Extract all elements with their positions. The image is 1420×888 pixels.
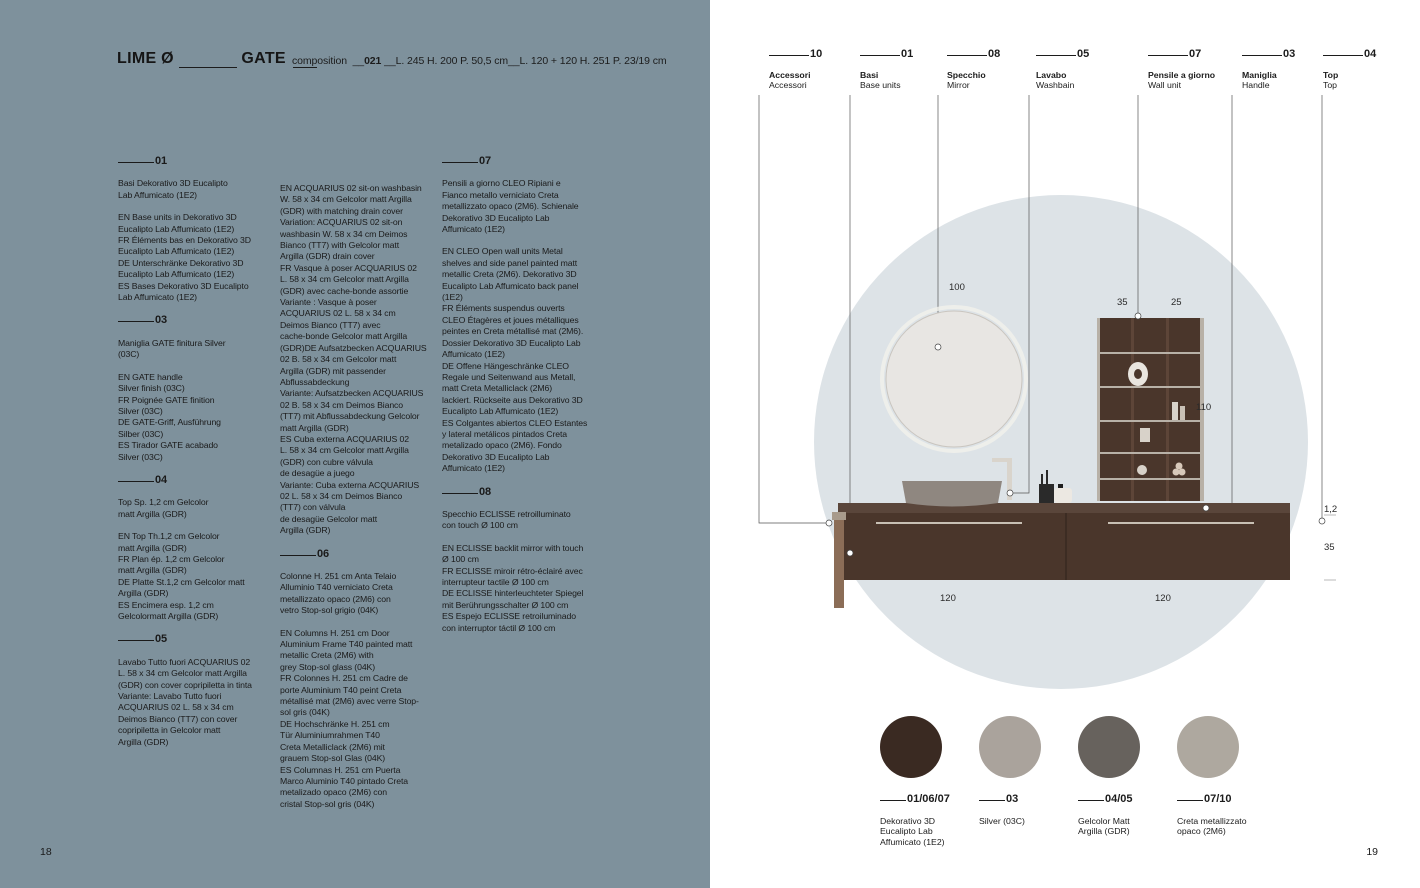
swatch-creta	[1177, 716, 1239, 778]
spec-text-it: Specchio ECLISSE retroilluminato con touch Ø 100 cm	[442, 508, 571, 531]
mirror	[886, 311, 1022, 447]
spec-text-translations: EN CLEO Open wall units Metal shelves and side panel painted matt metallic Creta (2M6). Dekorativo 3D Eucalipto Lab Affumicato back panel (1E2) FR Éléments suspendus ouverts CLEO Étagères et joues métalliques peintes en Creta métallisé mat (2M6). Dossier Dekorativo 3D Eucalipto Lab Affumicato (1E2) DE Offene Hängeschränke CLEO Regale und Seitenwand aus Metall, matt Creta Metalliclack (2M6) lackiert. Rückseite aus Dekorativo 3D Eucalipto Lab Affumicato (1E2) ES Colgantes abiertos CLEO Estantes y lateral metálicos pintados Creta metalizado opaco (2M6). Fondo Dekorativo 3D Eucalipto Lab Affumicato (1E2)	[442, 246, 588, 474]
swatch-label-argilla	[1078, 794, 1173, 837]
callout-label-en: Top	[1323, 80, 1338, 90]
spec-text-translations: EN ECLISSE backlit mirror with touch Ø 100 cm FR ECLISSE miroir rétro-éclairé avec interrupteur tactile Ø 100 cm DE ECLISSE hinterleuchteter Spiegel mit Berührungsschalter Ø 100 cm ES Espejo ECLISSE retroiluminado con interruptor táctil Ø 100 cm	[442, 542, 584, 633]
composition-label: composition	[292, 55, 347, 67]
spec-text-it: Colonne H. 251 cm Anta Telaio Alluminio T40 verniciato Creta metallizzato opaco (2M6) con vetro Stop-sol grigio (04K)	[280, 571, 397, 616]
composition-text: __L. 245 H. 200 P. 50,5 cm__L. 120 + 120 H. 251 P. 23/19 cm	[384, 55, 667, 67]
callout-label-en: Base units	[860, 80, 901, 90]
dim-wall-unit-height: 110	[1196, 402, 1212, 413]
swatch-number: 01/06/07	[907, 793, 950, 805]
spec-section-03	[118, 315, 266, 462]
callout-label-it: Lavabo	[1036, 69, 1067, 80]
callout-label-en: Mirror	[947, 80, 970, 90]
spec-text-it: Maniglia GATE finitura Silver (03C)	[118, 337, 226, 360]
callout-accessori	[769, 49, 822, 91]
section-number: 01	[155, 155, 168, 167]
callout-top	[1323, 49, 1376, 91]
callout-label-en: Wall unit	[1148, 80, 1181, 90]
spec-column-1	[118, 156, 266, 760]
spec-text-translations: EN ACQUARIUS 02 sit-on washbasin W. 58 x 34 cm Gelcolor matt Argilla (GDR) with matching drain cover Variation: ACQUARIUS 02 sit-on washbasin W. 58 x 34 cm Deimos Bianco (TT7) with Gelcolor matt Argilla (GDR) drain cover FR Vasque à poser ACQUARIUS 02 L. 58 x 34 cm Gelcolor matt Argilla (GDR) avec cache-bonde assortie Variante : Vasque à poser ACQUARIUS 02 L. 58 x 34 cm Deimos Bianco (TT7) avec cache-bonde Gelcolor matt Argilla (GDR)DE Aufsatzbecken ACQUARIUS 02 B. 58 x 34 cm Gelcolor matt Argilla (GDR) mit passender Abflussabdeckung Variante: Aufsatzbecken ACQUARIUS 02 B. 58 x 34 cm Deimos Bianco (TT7) mit Abflussabdeckung Gelcolor matt Argilla (GDR) ES Cuba externa ACQUARIUS 02 L. 58 x 34 cm Gelcolor matt Argilla (GDR) con cubre válvula de desagüe a juego Variante: Cuba externa ACQUARIUS 02 L. 58 x 34 cm Deimos Bianco (TT7) con válvula de desagüe Gelcolor matt Argilla (GDR)	[280, 183, 427, 536]
callout-label-it: Specchio	[947, 69, 986, 80]
callout-label-it: Pensile a giorno	[1148, 69, 1216, 80]
callout-number: 07	[1189, 48, 1202, 60]
spec-section-08	[442, 487, 594, 634]
swatch-number: 03	[1006, 793, 1019, 805]
dim-wall-unit-right: 25	[1171, 297, 1182, 308]
swatch-silver	[979, 716, 1041, 778]
spec-column-2	[280, 156, 428, 822]
callout-lavabo	[1036, 49, 1089, 91]
brand-name-right: GATE	[241, 50, 286, 67]
dim-mirror: 100	[949, 282, 965, 293]
callout-label-en: Accessori	[769, 80, 807, 90]
spec-section-07	[442, 156, 594, 475]
callout-maniglia	[1242, 49, 1295, 91]
dim-base-height: 35	[1324, 542, 1335, 553]
composition-line: composition __021 __L. 245 H. 200 P. 50,5 cm__L. 120 + 120 H. 251 P. 23/19 cm	[292, 55, 667, 67]
spec-text-translations: EN GATE handle Silver finish (03C) FR Poignée GATE finition Silver (03C) DE GATE-Griff, Ausführung Silber (03C) ES Tirador GATE acabado Silver (03C)	[118, 371, 221, 462]
callout-label-it: Basi	[860, 69, 879, 80]
spec-text-translations: EN Top Th.1,2 cm Gelcolor matt Argilla (GDR) FR Plan ép. 1,2 cm Gelcolor matt Argilla (GDR) DE Platte St.1,2 cm Gelcolor matt Argilla (GDR) ES Encimera esp. 1,2 cm Gelcolormatt Argilla (GDR)	[118, 531, 245, 621]
right-page	[710, 0, 1420, 888]
wall-unit	[1097, 318, 1204, 501]
spec-section-05-translations	[280, 183, 428, 537]
spec-text-translations: EN Base units in Dekorativo 3D Eucalipto Lab Affumicato (1E2) FR Éléments bas en Dekorativo 3D Eucalipto Lab Affumicato (1E2) DE Unterschränke Dekorativo 3D Eucalipto Lab Affumicato (1E2) ES Bases Dekorativo 3D Eucalipto Lab Affumicato (1E2)	[118, 212, 251, 303]
spec-section-05	[118, 634, 266, 748]
composition-code: 021	[364, 55, 382, 67]
callout-specchio	[947, 49, 1000, 91]
callout-number: 04	[1364, 48, 1377, 60]
callout-number: 03	[1283, 48, 1296, 60]
callout-number: 08	[988, 48, 1001, 60]
swatch-description: Gelcolor Matt Argilla (GDR)	[1078, 815, 1130, 836]
spec-section-06	[280, 549, 428, 811]
spec-text-translations: EN Columns H. 251 cm Door Aluminium Frame T40 painted matt metallic Creta (2M6) with grey Stop-sol glass (04K) FR Colonnes H. 251 cm Cadre de porte Aluminium T40 peint Creta métallisé mat (2M6) avec verre Stop- sol gris (04K) DE Hochschränke H. 251 cm Tür Aluminiumrahmen T40 Creta Metalliclack (2M6) mit grauem Stop-sol Glas (04K) ES Columnas H. 251 cm Puerta Marco Aluminio T40 pintado Creta metalizado opaco (2M6) con cristal Stop-sol gris (04K)	[280, 627, 419, 809]
product-drawing	[710, 0, 1420, 888]
brand-divider-line	[179, 54, 237, 68]
swatch-number: 04/05	[1105, 793, 1133, 805]
dim-top-thickness: 1,2	[1324, 504, 1338, 515]
handle-left	[876, 522, 1022, 524]
callout-number: 10	[810, 48, 823, 60]
spec-section-04	[118, 475, 266, 622]
spec-text-it: Lavabo Tutto fuori ACQUARIUS 02 L. 58 x 34 cm Gelcolor matt Argilla (GDR) con cover copripiletta in tinta Variante: Lavabo Tutto fuori ACQUARIUS 02 L. 58 x 34 cm Deimos Bianco (TT7) con cover copripiletta in Gelcolor matt Argilla (GDR)	[118, 656, 252, 747]
callout-label-en: Washbain	[1036, 80, 1075, 90]
callout-number: 01	[901, 48, 914, 60]
swatch-description: Creta metallizzato opaco (2M6)	[1177, 815, 1247, 836]
section-number: 05	[155, 633, 168, 646]
swatch-label-wood	[880, 794, 975, 847]
swatch-label-silver	[979, 794, 1074, 826]
handle-right	[1108, 522, 1254, 524]
dim-wall-unit-left: 35	[1117, 297, 1128, 308]
spec-text-it: Pensili a giorno CLEO Ripiani e Fianco metallo verniciato Creta metallizzato opaco (2M6). Schienale Dekorativo 3D Eucalipto Lab Affumicato (1E2)	[442, 178, 579, 235]
page-number-left: 18	[40, 846, 52, 858]
section-number: 04	[155, 473, 168, 486]
spec-section-01	[118, 156, 266, 303]
callout-basi	[860, 49, 913, 91]
section-number: 08	[479, 485, 492, 498]
callout-pensile	[1148, 49, 1215, 91]
spec-text-it: Top Sp. 1,2 cm Gelcolor matt Argilla (GDR)	[118, 497, 209, 519]
swatch-argilla	[1078, 716, 1140, 778]
swatch-wood	[880, 716, 942, 778]
brand-title	[117, 50, 317, 68]
background-circle	[814, 195, 1308, 689]
callout-number: 05	[1077, 48, 1090, 60]
callout-label-en: Handle	[1242, 80, 1270, 90]
brand-name-left: LIME Ø	[117, 50, 174, 67]
callout-label-it: Accessori	[769, 69, 811, 80]
page-number-right: 19	[1366, 846, 1378, 858]
swatch-description: Dekorativo 3D Eucalipto Lab Affumicato (1E2)	[880, 815, 945, 847]
spec-text-it: Basi Dekorativo 3D Eucalipto Lab Affumicato (1E2)	[118, 178, 228, 200]
spec-column-3	[442, 156, 594, 646]
section-number: 06	[317, 547, 330, 560]
swatch-label-creta	[1177, 794, 1277, 837]
callout-label-it: Maniglia	[1242, 69, 1277, 80]
section-number: 07	[479, 155, 492, 167]
section-number: 03	[155, 314, 168, 327]
dim-base-left-width: 120	[940, 593, 956, 604]
dim-base-right-width: 120	[1155, 593, 1171, 604]
swatch-description: Silver (03C)	[979, 815, 1025, 826]
swatch-number: 07/10	[1204, 793, 1232, 805]
callout-label-it: Top	[1323, 69, 1339, 80]
